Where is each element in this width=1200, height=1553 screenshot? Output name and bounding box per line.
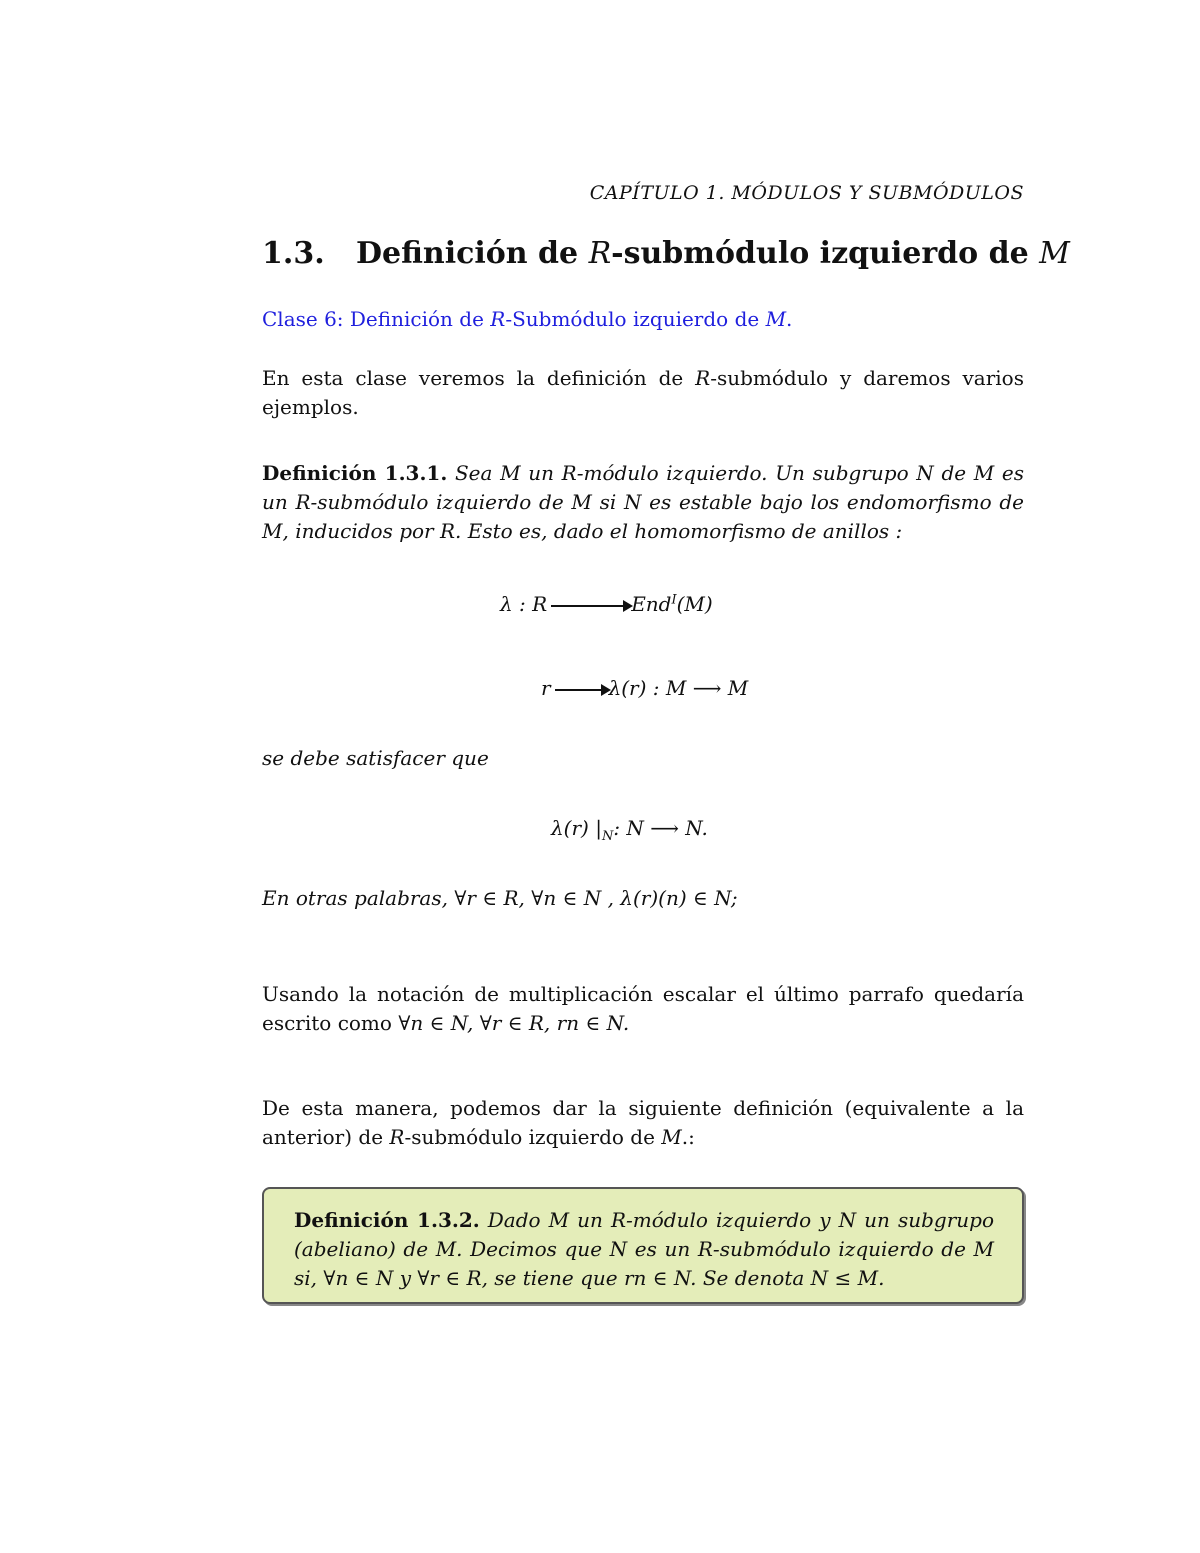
class-link-text-3: . [786,307,793,331]
class-link-var-m: M [765,307,787,331]
display-1-rhs-arg: (M) [676,592,713,616]
notation-math: ∀n ∈ N, ∀r ∈ R, rn ∈ N. [398,1011,630,1035]
definition-1-label: Definición 1.3.1. [262,461,448,485]
class-link[interactable] [262,307,792,331]
display-3-post: : N ⟶ N. [613,816,708,840]
class-link-var-r: R [490,307,506,331]
long-arrow-icon [551,605,627,607]
running-header: CAPÍTULO 1. MÓDULOS Y SUBMÓDULOS [589,182,1024,204]
display-1-rhs-name: End [631,592,672,616]
display-3-pre: λ(r) | [551,816,602,840]
equivalent-text-2: -submódulo izquierdo de [404,1125,662,1149]
display-equation-3 [551,816,708,844]
definition-2-text: Dado M un R-módulo izquierdo y N un subgrupo (abeliano) de M. Decimos que N es un R-submódulo izquierdo de M si, ∀n ∈ N y ∀r ∈ R, se tiene que rn ∈ N. Se denota N ≤ M. [294,1208,994,1290]
definition-1-text: Sea M un R-módulo izquierdo. Un subgrupo N de M es un R-submódulo izquierdo de M si N es estable bajo los endomorfismo de M, inducidos por R. Esto es, dado el homomorfismo de anillos : [262,461,1024,543]
equivalent-text-1: De esta manera, podemos dar la siguiente definición (equivalente a la anterior) de [262,1096,1024,1149]
equivalent-paragraph [262,1094,1024,1152]
display-equation-2 [541,676,748,700]
satisfy-text: se debe satisfacer que [262,746,489,770]
definition-2 [294,1206,994,1293]
intro-var-r: R [695,366,711,390]
display-3-sub: N [601,829,614,844]
intro-text-1: En esta clase veremos la definición de [262,366,696,390]
class-link-text-2: -Submódulo izquierdo de [505,307,766,331]
notation-paragraph [262,980,1024,1038]
long-arrow-icon [555,689,605,691]
definition-1 [262,459,1024,546]
notation-text: Usando la notación de multiplicación escalar el último parrafo quedaría escrito como [262,982,1024,1035]
display-1-rhs-sup: I [671,592,677,608]
section-title-text-1: Definición de [356,236,589,271]
section-number: 1.3. [262,236,325,271]
equivalent-text-3: .: [681,1125,695,1149]
definition-2-label: Definición 1.3.2. [294,1208,480,1232]
other-words-line: En otras palabras, ∀r ∈ R, ∀n ∈ N , λ(r)(n) ∈ N; [262,886,738,910]
section-title-var-r: R [588,236,612,271]
display-equation-1 [500,592,713,616]
section-title [262,236,1070,271]
display-2-rhs: λ(r) : M ⟶ M [608,676,749,700]
definition-2-box [262,1187,1024,1304]
intro-text-2: -submódulo y daremos varios ejemplos. [262,366,1024,419]
display-1-lhs: λ : R [500,592,548,616]
display-2-lhs: r [541,676,551,700]
intro-paragraph [262,364,1024,422]
section-title-text-2: -submódulo izquierdo de [611,236,1040,271]
equivalent-var-r: R [389,1125,405,1149]
equivalent-var-m: M [661,1125,682,1149]
class-link-text-1: Clase 6: Definición de [262,307,491,331]
section-title-var-m: M [1039,236,1070,271]
